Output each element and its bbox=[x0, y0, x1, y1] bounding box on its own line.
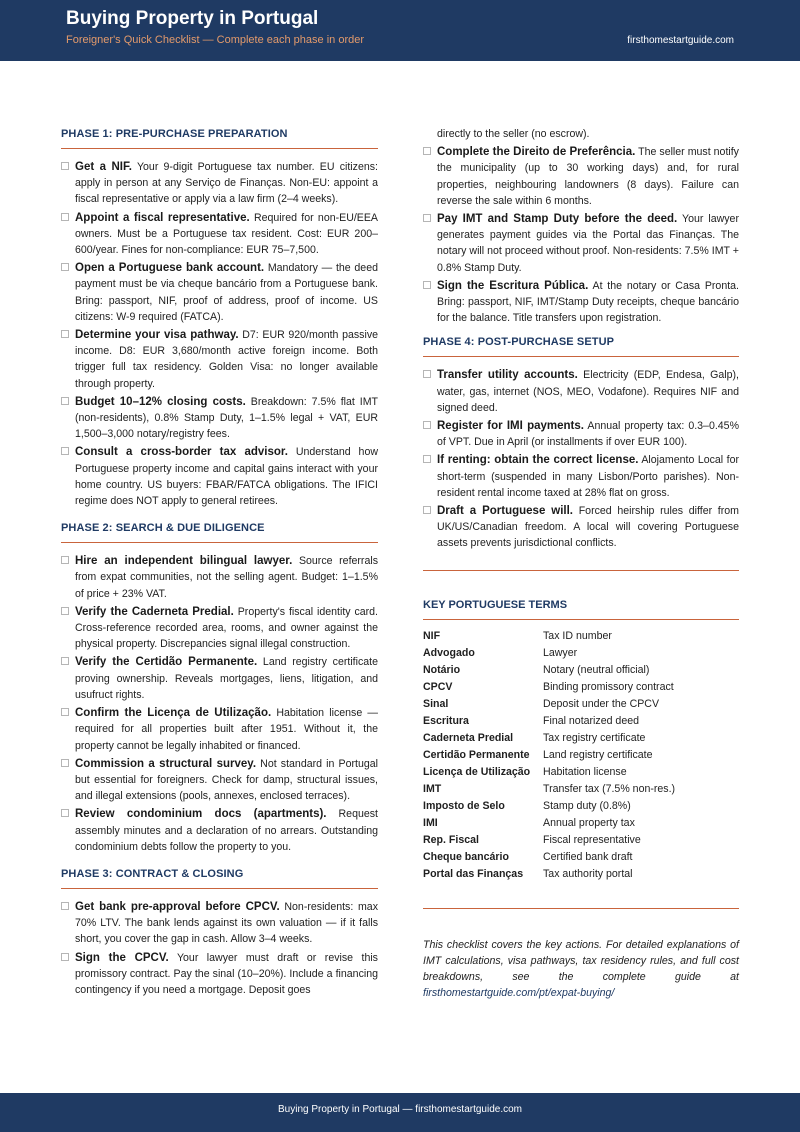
checklist-item-label: Register for IMI payments. bbox=[437, 420, 584, 433]
left-column bbox=[61, 128, 378, 1011]
page-title: Buying Property in Portugal bbox=[66, 8, 319, 29]
term-name: Imposto de Selo bbox=[423, 800, 505, 813]
checklist-item-text: At the notary or Casa Pronta. Bring: passport, NIF, IMT/Stamp Duty receipts, cheque bancário for the balance. Title transfers upon registration. bbox=[437, 279, 739, 325]
terms-table bbox=[423, 628, 675, 883]
checklist-item-label: Sign the CPCV. bbox=[75, 951, 169, 964]
term-name: IMI bbox=[423, 817, 438, 830]
checklist-item-label: Verify the Certidão Permanente. bbox=[75, 656, 258, 669]
checkbox[interactable] bbox=[61, 397, 69, 405]
checklist-item-text: D7: EUR 920/month passive income. D8: EUR 3,680/month active foreign income. Both trigger full tax residency. Golden Visa: no longer available through property. bbox=[75, 329, 379, 390]
section-divider bbox=[423, 570, 739, 571]
term-name: Licença de Utilização bbox=[423, 766, 531, 779]
checklist-item-text: Not standard in Portugal but essential for foreigners. Check for damp, structural issues, and illegal extensions (pools, annexes, enclosed terraces). bbox=[75, 757, 378, 803]
checkbox[interactable] bbox=[423, 455, 431, 463]
checklist-item-text: Land registry certificate proving ownership. Reveals mortgages, liens, litigation, and usufruct rights. bbox=[75, 656, 378, 701]
term-definition: Lawyer bbox=[543, 647, 578, 660]
checkbox[interactable] bbox=[61, 953, 69, 961]
checklist-item-label: Appoint a fiscal representative. bbox=[75, 211, 250, 224]
page-subtitle: Foreigner's Quick Checklist — Complete each phase in order bbox=[66, 34, 365, 46]
checklist-item bbox=[61, 806, 378, 855]
checklist-item-text: Mandatory — the deed payment must be via cheque bancário from a Portuguese bank. Bring: passport, NIF, proof of address, proof of income. US citizens: W-9 required (FATCA). bbox=[75, 262, 378, 323]
closing-note bbox=[423, 937, 739, 1002]
term-name: Sinal bbox=[423, 698, 449, 711]
term-name: CPCV bbox=[423, 681, 453, 694]
term-definition: Certified bank draft bbox=[543, 851, 633, 864]
page-header bbox=[0, 0, 800, 61]
checkbox[interactable] bbox=[61, 759, 69, 767]
term-row bbox=[423, 849, 675, 866]
section-divider bbox=[423, 908, 739, 909]
term-name: Certidão Permanente bbox=[423, 749, 530, 762]
term-row bbox=[423, 645, 675, 662]
checkbox[interactable] bbox=[423, 147, 431, 155]
term-name: Notário bbox=[423, 664, 461, 677]
checkbox[interactable] bbox=[61, 263, 69, 271]
checklist-item-text: Source referrals from expat communities, not the selling agent. Budget: 1–1.5% of price + 23% VAT. bbox=[75, 555, 378, 600]
checkbox[interactable] bbox=[423, 370, 431, 378]
checklist-item bbox=[423, 144, 739, 209]
checklist-item-text: Your lawyer must draft or revise this promissory contract. Pay the sinal (10–20%). Include a financing contingency if you need a mortgage. Deposit goes bbox=[75, 951, 378, 996]
checkbox[interactable] bbox=[61, 708, 69, 716]
checklist-item-label: Pay IMT and Stamp Duty before the deed. bbox=[437, 213, 678, 226]
term-row bbox=[423, 679, 675, 696]
checklist-item bbox=[61, 210, 378, 259]
checklist-item bbox=[61, 604, 378, 653]
term-definition: Annual property tax bbox=[543, 817, 635, 830]
term-name: Rep. Fiscal bbox=[423, 834, 479, 847]
checklist-item-text: Annual property tax: 0.3–0.45% of VPT. Due in April (or installments if over EUR 100). bbox=[437, 420, 739, 449]
checklist-item-label: If renting: obtain the correct license. bbox=[437, 454, 639, 467]
checkbox[interactable] bbox=[61, 809, 69, 817]
phase-1-section bbox=[61, 128, 378, 509]
checklist-item bbox=[61, 260, 378, 325]
checklist-item-text: Non-residents: max 70% LTV. The bank lends against its own valuation — if it falls short, you cover the gap in cash. Allow 3–4 weeks. bbox=[75, 900, 378, 946]
terms-section bbox=[423, 599, 739, 883]
checkbox[interactable] bbox=[61, 607, 69, 615]
header-site-link[interactable]: firsthomestartguide.com bbox=[627, 35, 734, 46]
term-row bbox=[423, 764, 675, 781]
checklist-item-label: Complete the Direito de Preferência. bbox=[437, 146, 636, 159]
checklist-item-text: Required for non-EU/EEA owners. Must be a Portuguese tax resident. Cost: EUR 200–600/year. Fines for non-compliance: EUR 75–7,500. bbox=[75, 211, 378, 257]
checkbox[interactable] bbox=[423, 214, 431, 222]
checklist-item bbox=[423, 211, 739, 276]
checkbox[interactable] bbox=[61, 213, 69, 221]
phase-3-section bbox=[61, 868, 378, 998]
term-name: IMT bbox=[423, 783, 442, 796]
term-row bbox=[423, 696, 675, 713]
checklist-item bbox=[61, 756, 378, 805]
checklist-item-text: The seller must notify the municipality (up to 30 working days) and, for rural properties, neighbouring landowners (8 days). Failure can reverse the sale within 6 months. bbox=[437, 146, 739, 207]
checklist-item-text: Forced heirship rules differ from UK/US/Canadian freedom. A local will covering Portuguese assets prevents jurisdictional conflicts. bbox=[437, 505, 739, 550]
term-definition: Tax authority portal bbox=[543, 868, 633, 881]
checklist-item-label: Verify the Caderneta Predial. bbox=[75, 605, 234, 618]
checkbox[interactable] bbox=[61, 556, 69, 564]
term-row bbox=[423, 747, 675, 764]
phase-1-list bbox=[61, 159, 378, 509]
term-definition: Notary (neutral official) bbox=[543, 664, 650, 677]
checkbox[interactable] bbox=[61, 902, 69, 910]
right-column bbox=[423, 128, 739, 1001]
checklist-item-text: Habitation license — required for all properties built after 1951. Without it, the property cannot be legally inhabited or financed. bbox=[75, 707, 378, 752]
term-row bbox=[423, 781, 675, 798]
checkbox[interactable] bbox=[61, 657, 69, 665]
term-definition: Stamp duty (0.8%) bbox=[543, 800, 631, 813]
checklist-item-text: Alojamento Local for short-term (suspended in many Lisbon/Porto parishes). Non-resident rental income taxed at 28% flat on gross. bbox=[437, 454, 740, 499]
checklist-item bbox=[61, 553, 378, 602]
checklist-item-text: Electricity (EDP, Endesa, Galp), water, gas, internet (NOS, MEO, Vodafone). Requires NIF and signed deed. bbox=[437, 369, 739, 414]
term-definition: Tax registry certificate bbox=[543, 732, 646, 745]
checklist-item-text: Your 9-digit Portuguese tax number. EU citizens: apply in person at any Serviço de Finanças. Non-EU: appoint a fiscal representative or apply via a law firm (2–4 weeks). bbox=[75, 161, 378, 206]
checklist-item bbox=[423, 503, 739, 552]
checklist-item bbox=[423, 278, 739, 327]
term-name: Escritura bbox=[423, 715, 469, 728]
checkbox[interactable] bbox=[423, 281, 431, 289]
term-row bbox=[423, 832, 675, 849]
phase-4-list bbox=[423, 367, 739, 551]
term-row bbox=[423, 866, 675, 883]
checklist-item-label: Get bank pre-approval before CPCV. bbox=[75, 900, 280, 913]
checklist-item-label: Confirm the Licença de Utilização. bbox=[75, 707, 272, 720]
checkbox[interactable] bbox=[61, 447, 69, 455]
checklist-item bbox=[61, 444, 378, 509]
terms-title: KEY PORTUGUESE TERMS bbox=[423, 599, 739, 620]
term-definition: Binding promissory contract bbox=[543, 681, 674, 694]
checklist-item-label: Budget 10–12% closing costs. bbox=[75, 395, 246, 408]
term-definition: Transfer tax (7.5% non-res.) bbox=[543, 783, 676, 796]
term-name: Advogado bbox=[423, 647, 475, 660]
term-name: NIF bbox=[423, 630, 441, 643]
term-name: Caderneta Predial bbox=[423, 732, 514, 745]
phase-1-title: PHASE 1: PRE-PURCHASE PREPARATION bbox=[61, 128, 378, 149]
checkbox[interactable] bbox=[61, 162, 69, 170]
checkbox[interactable] bbox=[423, 506, 431, 514]
checklist-item bbox=[61, 327, 378, 392]
term-definition: Deposit under the CPCV bbox=[543, 698, 660, 711]
checklist-item-label: Commission a structural survey. bbox=[75, 757, 257, 770]
checkbox[interactable] bbox=[423, 421, 431, 429]
phase-4-section bbox=[423, 336, 739, 551]
phase-2-section bbox=[61, 522, 378, 855]
checklist-item-label: Hire an independent bilingual lawyer. bbox=[75, 555, 293, 568]
term-definition: Habitation license bbox=[543, 766, 627, 779]
checklist-item-label: Determine your visa pathway. bbox=[75, 329, 239, 342]
term-row bbox=[423, 798, 675, 815]
checklist-item-label: Get a NIF. bbox=[75, 161, 132, 173]
checklist-item-text: Understand how Portuguese property income and capital gains interact with your home country. US buyers: FBAR/FATCA obligations. The IFICI regime does NOT apply to general retirees. bbox=[75, 446, 378, 508]
term-definition: Final notarized deed bbox=[543, 715, 639, 728]
checkbox[interactable] bbox=[61, 330, 69, 338]
checklist-item-text: Request assembly minutes and a declaration of no arrears. Outstanding condominium debts follow the property to you. bbox=[75, 808, 378, 853]
checklist-item-label: Review condominium docs (apartments). bbox=[75, 808, 327, 821]
phase-3-list bbox=[61, 899, 378, 998]
checklist-item-label: Open a Portuguese bank account. bbox=[75, 262, 265, 275]
checklist-item bbox=[61, 899, 378, 948]
checklist-item-label: Consult a cross-border tax advisor. bbox=[75, 446, 288, 459]
checklist-item-text: Breakdown: 7.5% flat IMT (non-residents), 0.8% Stamp Duty, 1–1.5% legal + VAT, EUR 1,500–3,000 notary/registry fees. bbox=[75, 395, 378, 441]
term-row bbox=[423, 662, 675, 679]
checklist-item bbox=[61, 394, 378, 443]
checklist-item bbox=[423, 367, 739, 416]
term-definition: Fiscal representative bbox=[543, 834, 641, 847]
phase-2-title: PHASE 2: SEARCH & DUE DILIGENCE bbox=[61, 522, 378, 543]
closing-note-text: This checklist covers the key actions. For detailed explanations of IMT calculations, visa pathways, tax residency rules, and full cost breakdowns, see the complete guide at bbox=[423, 938, 739, 984]
phase-2-list bbox=[61, 553, 378, 855]
page-footer: Buying Property in Portugal — firsthomestartguide.com bbox=[0, 1093, 800, 1132]
checklist-item bbox=[423, 418, 739, 450]
term-row bbox=[423, 815, 675, 832]
phase-4-title: PHASE 4: POST-PURCHASE SETUP bbox=[423, 336, 739, 357]
term-row bbox=[423, 730, 675, 747]
checklist-item bbox=[61, 159, 378, 208]
term-definition: Tax ID number bbox=[543, 630, 612, 643]
checklist-item bbox=[61, 705, 378, 754]
phase-3-list-continued bbox=[423, 144, 739, 326]
term-row bbox=[423, 628, 675, 645]
checklist-item-text: Your lawyer generates payment guides via the Portal das Finanças. The notary will not proceed without proof. Non-residents: 7.5% IMT + 0.8% Stamp Duty. bbox=[437, 213, 739, 274]
term-name: Cheque bancário bbox=[423, 851, 509, 864]
checklist-item-text: Property's fiscal identity card. Cross-reference recorded area, rooms, and owner against the physical property. Discrepancies signal illegal construction. bbox=[75, 605, 379, 651]
checklist-item-label: Transfer utility accounts. bbox=[437, 369, 578, 382]
checklist-item-label: Draft a Portuguese will. bbox=[437, 505, 574, 518]
checklist-item bbox=[423, 452, 739, 501]
phase-3-title: PHASE 3: CONTRACT & CLOSING bbox=[61, 868, 378, 889]
term-row bbox=[423, 713, 675, 730]
phase-3-continuation: directly to the seller (no escrow). bbox=[437, 128, 590, 140]
checklist-item bbox=[61, 654, 378, 703]
checklist-item bbox=[61, 950, 378, 999]
term-name: Portal das Finanças bbox=[423, 868, 524, 881]
term-definition: Land registry certificate bbox=[543, 749, 653, 762]
checklist-item-label: Sign the Escritura Pública. bbox=[437, 279, 589, 292]
guide-link[interactable]: firsthomestartguide.com/pt/expat-buying/ bbox=[423, 987, 615, 1000]
